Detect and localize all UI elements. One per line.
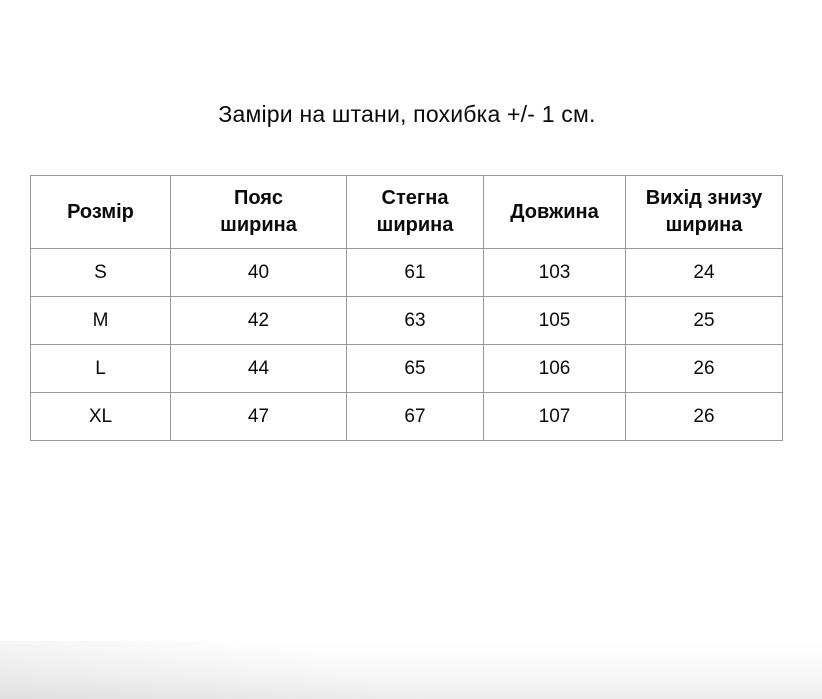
- size-cell: XL: [31, 393, 171, 441]
- size-cell: L: [31, 345, 171, 393]
- measurement-cell: 42: [171, 297, 347, 345]
- column-header-waist: Пояс ширина: [171, 176, 347, 249]
- measurement-cell: 103: [484, 249, 626, 297]
- table-row-L: [31, 345, 783, 393]
- column-header-hips: Стегна ширина: [347, 176, 484, 249]
- measurement-cell: 107: [484, 393, 626, 441]
- column-header-length: Довжина: [484, 176, 626, 249]
- table-row-XL: [31, 393, 783, 441]
- measurement-cell: 25: [626, 297, 783, 345]
- measurement-cell: 105: [484, 297, 626, 345]
- measurement-cell: 40: [171, 249, 347, 297]
- bottom-edge-shadow: [0, 641, 822, 699]
- measurement-cell: 63: [347, 297, 484, 345]
- measurement-cell: 67: [347, 393, 484, 441]
- column-header-hem: Вихід знизу ширина: [626, 176, 783, 249]
- measurement-cell: 44: [171, 345, 347, 393]
- size-cell: M: [31, 297, 171, 345]
- table-header: [31, 176, 783, 249]
- measurement-cell: 26: [626, 345, 783, 393]
- table-row-M: [31, 297, 783, 345]
- measurement-cell: 106: [484, 345, 626, 393]
- measurement-cell: 47: [171, 393, 347, 441]
- measurement-cell: 65: [347, 345, 484, 393]
- table-body: [31, 249, 783, 441]
- table-row-S: [31, 249, 783, 297]
- size-cell: S: [31, 249, 171, 297]
- column-header-size: Розмір: [31, 176, 171, 249]
- measurement-cell: 26: [626, 393, 783, 441]
- table-header-row: [31, 176, 783, 249]
- measurement-cell: 61: [347, 249, 484, 297]
- size-measurements-table: [30, 175, 783, 441]
- measurement-cell: 24: [626, 249, 783, 297]
- page-title: Заміри на штани, похибка +/- 1 см.: [218, 101, 596, 127]
